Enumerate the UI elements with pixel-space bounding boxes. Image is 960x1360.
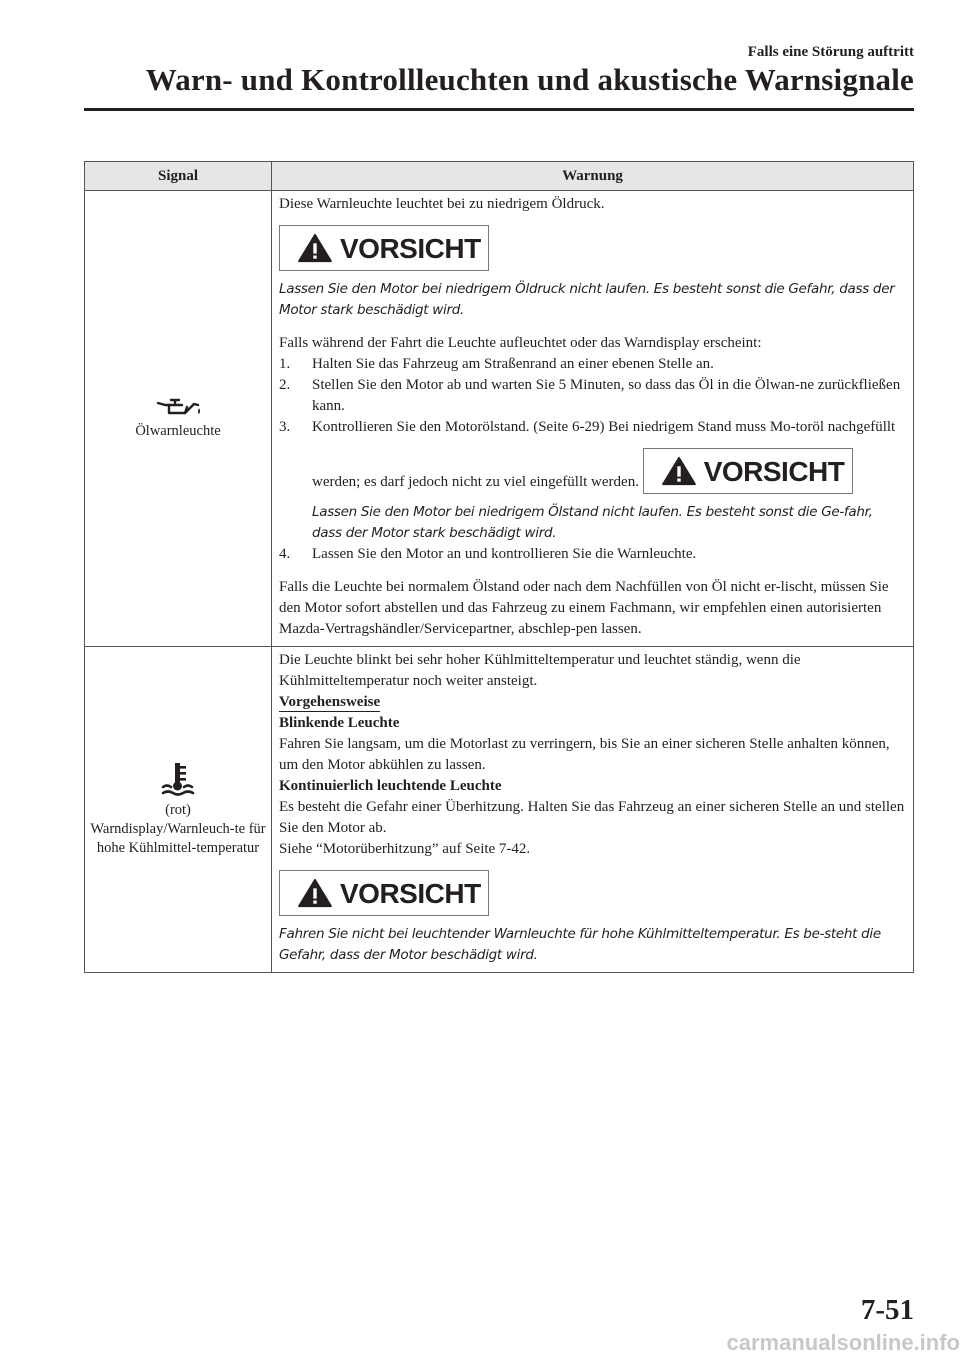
caution-box xyxy=(279,870,489,916)
table-row xyxy=(85,647,914,973)
procedure-steps xyxy=(279,354,905,565)
header-divider xyxy=(84,108,914,111)
caution-text: Lassen Sie den Motor bei niedrigem Ölstand nicht laufen. Es besteht sonst die Ge-fahr, dass der Motor stark beschädigt wird. xyxy=(312,504,873,541)
section-subtitle: Falls eine Störung auftritt xyxy=(747,44,914,60)
list-item: 3. Kontrollieren Sie den Motorölstand. (Seite 6-29) Bei niedrigem Stand muss Mo-toröl nachgefüllt werden; es darf jedoch nicht zu viel eingefüllt werden. VORSICHT Lassen Sie den Motor bei niedrigem Ölstand nicht laufen. Es besteht sonst die Ge-fahr, dass der Motor stark beschädigt wird. xyxy=(279,417,905,544)
procedure-heading: Vorgehensweise xyxy=(279,694,381,710)
warning-triangle-icon xyxy=(296,878,334,908)
caution-text: Fahren Sie nicht bei leuchtender Warnleuchte für hohe Kühlmitteltemperatur. Es be-steht die Gefahr, dass der Motor beschädigt wird. xyxy=(279,926,881,963)
watermark: carmanualsonline.info xyxy=(726,1330,960,1355)
column-header-signal: Signal xyxy=(85,162,272,191)
caution-box xyxy=(643,448,853,494)
warning-light-table xyxy=(84,161,914,973)
list-item: 4. Lassen Sie den Motor an und kontrollieren Sie die Warnleuchte. xyxy=(279,546,697,562)
signal-label: Warndisplay/Warnleuch-te für hohe Kühlmittel-temperatur xyxy=(90,821,266,856)
table-row xyxy=(85,191,914,647)
oil-can-icon xyxy=(154,396,202,418)
steady-text: Es besteht die Gefahr einer Überhitzung. Halten Sie das Fahrzeug an einer sicheren Stelle an und stellen Sie den Motor ab. xyxy=(279,799,905,836)
signal-color: (rot) xyxy=(165,802,191,818)
intro-text: Diese Warnleuchte leuchtet bei zu niedrigem Öldruck. xyxy=(279,196,605,212)
list-item: 1. Halten Sie das Fahrzeug am Straßenrand an einer ebenen Stelle an. xyxy=(279,356,714,372)
page-number: 7-51 xyxy=(860,1294,914,1326)
caution-text: Lassen Sie den Motor bei niedrigem Öldruck nicht laufen. Es besteht sonst die Gefahr, dass der Motor stark beschädigt wird. xyxy=(279,281,895,318)
signal-cell xyxy=(85,647,272,973)
signal-cell xyxy=(85,191,272,647)
intro-text: Die Leuchte blinkt bei sehr hoher Kühlmitteltemperatur und leuchtet ständig, wenn die Kühlmitteltemperatur noch weiter ansteigt. xyxy=(279,652,801,689)
warning-cell xyxy=(272,191,914,647)
steps-intro: Falls während der Fahrt die Leuchte aufleuchtet oder das Warndisplay erscheint: xyxy=(279,335,762,351)
warning-triangle-icon xyxy=(660,456,698,486)
blink-text: Fahren Sie langsam, um die Motorlast zu verringern, bis Sie an einer sicheren Stelle anhalten können, um den Motor abkühlen zu lassen. xyxy=(279,736,890,773)
signal-label: Ölwarnleuchte xyxy=(135,423,221,439)
caution-label: VORSICHT xyxy=(340,232,481,264)
caution-label: VORSICHT xyxy=(703,455,845,487)
reference-text: Siehe “Motorüberhitzung” auf Seite 7-42. xyxy=(279,841,531,857)
blink-heading: Blinkende Leuchte xyxy=(279,715,400,731)
warning-triangle-icon xyxy=(296,233,334,263)
closing-text: Falls die Leuchte bei normalem Ölstand oder nach dem Nachfüllen von Öl nicht er-lischt, müssen Sie den Motor sofort abstellen und das Fahrzeug zu einem Fachmann, wir empfehlen einen autorisierten Mazda-Vertragshändler/Servicepartner, abschlep-pen lassen. xyxy=(279,579,889,637)
list-item: 2. Stellen Sie den Motor ab und warten Sie 5 Minuten, so dass das Öl in die Ölwan-ne zurückfließen kann. xyxy=(279,377,901,414)
steady-heading: Kontinuierlich leuchtende Leuchte xyxy=(279,778,502,794)
caution-box xyxy=(279,225,489,271)
page-title: Warn- und Kontrollleuchten und akustische Warnsignale xyxy=(145,62,914,97)
caution-label: VORSICHT xyxy=(340,877,481,909)
column-header-warning: Warnung xyxy=(272,162,914,191)
warning-cell xyxy=(272,647,914,973)
coolant-temperature-icon xyxy=(161,761,195,797)
table-header-row xyxy=(85,162,914,191)
